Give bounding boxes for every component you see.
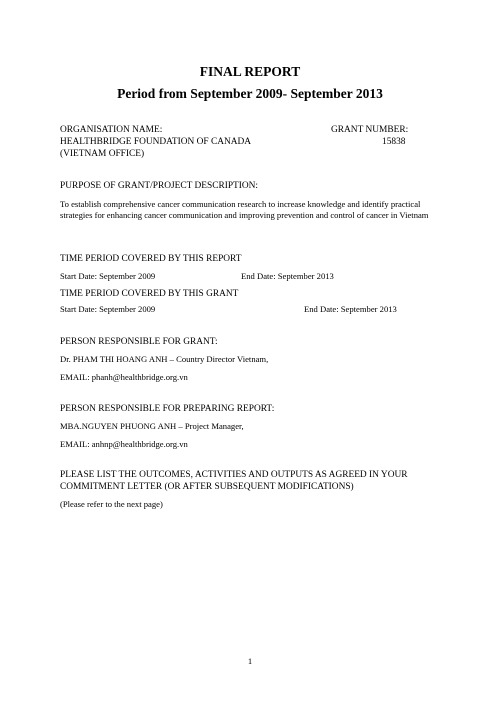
- report-end-date: End Date: September 2013: [241, 271, 334, 281]
- org-name-line1: HEALTHBRIDGE FOUNDATION OF CANADA: [60, 137, 252, 147]
- org-label: ORGANISATION NAME:: [60, 125, 163, 135]
- outcomes-line2: COMMITMENT LETTER (OR AFTER SUBSEQUENT MODIFICATIONS): [60, 482, 354, 492]
- report-period-heading: TIME PERIOD COVERED BY THIS REPORT: [60, 254, 242, 264]
- grant-person-email: EMAIL: phanh@healthbridge.org.vn: [60, 372, 188, 382]
- grant-number-label: GRANT NUMBER:: [331, 125, 409, 135]
- report-person-email: EMAIL: anhnp@healthbridge.org.vn: [60, 439, 188, 449]
- grant-end-date: End Date: September 2013: [304, 304, 397, 314]
- page-number: 1: [247, 656, 253, 666]
- report-person-heading: PERSON RESPONSIBLE FOR PREPARING REPORT:: [60, 404, 275, 414]
- grant-person-name: Dr. PHAM THI HOANG ANH – Country Director Vietnam,: [60, 354, 269, 364]
- purpose-heading: PURPOSE OF GRANT/PROJECT DESCRIPTION:: [60, 181, 259, 191]
- report-title: FINAL REPORT: [199, 64, 301, 79]
- grant-start-date: Start Date: September 2009: [60, 304, 156, 314]
- outcomes-line1: PLEASE LIST THE OUTCOMES, ACTIVITIES AND OUTPUTS AS AGREED IN YOUR: [60, 470, 408, 480]
- purpose-description: To establish comprehensive cancer communication research to increase knowledge and identify practical strategies for enhancing cancer communication and improving prevention and control of cancer in Vietnam: [60, 199, 429, 221]
- org-name-line2: (VIETNAM OFFICE): [60, 149, 145, 159]
- grant-person-heading: PERSON RESPONSIBLE FOR GRANT:: [60, 337, 218, 347]
- outcomes-note: (Please refer to the next page): [60, 499, 163, 509]
- grant-number: 15838: [382, 137, 406, 147]
- grant-period-heading: TIME PERIOD COVERED BY THIS GRANT: [60, 289, 239, 299]
- report-person-name: MBA.NGUYEN PHUONG ANH – Project Manager,: [60, 421, 244, 431]
- report-period: Period from September 2009- September 2013: [117, 86, 383, 101]
- report-start-date: Start Date: September 2009: [60, 271, 156, 281]
